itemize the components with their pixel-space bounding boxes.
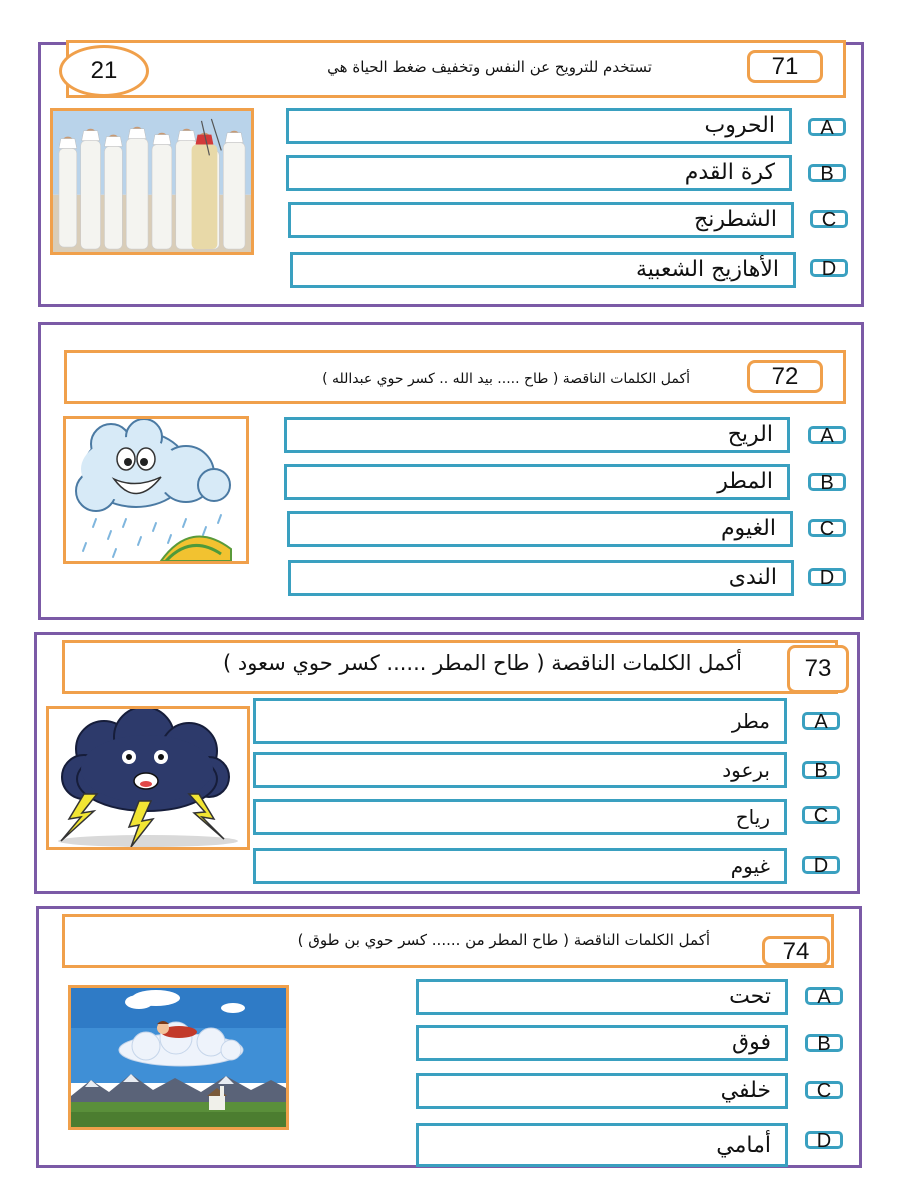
question-text-74: أكمل الكلمات الناقصة ( طاح المطر من ...... كسر حوي بن طوق ) [297,931,710,949]
option-letter-72-a[interactable]: A [808,426,846,444]
option-73-c[interactable]: رياح [253,799,787,835]
option-letter-71-b[interactable]: B [808,164,846,182]
question-number-74: 74 [762,936,830,966]
question-text-72: أكمل الكلمات الناقصة ( طاح ..... بيد الله .. كسر حوي عبدالله ) [322,371,690,387]
option-71-d[interactable]: الأهازيج الشعبية [290,252,796,288]
option-74-a[interactable]: تحت [416,979,788,1015]
option-74-c[interactable]: خلفي [416,1073,788,1109]
option-letter-73-b[interactable]: B [802,761,840,779]
option-letter-71-c[interactable]: C [810,210,848,228]
option-71-b[interactable]: كرة القدم [286,155,792,191]
child-on-cloud-illustration [71,988,286,1127]
option-letter-71-a[interactable]: A [808,118,846,136]
question-image-74 [68,985,289,1130]
option-72-a[interactable]: الريح [284,417,790,453]
option-letter-74-d[interactable]: D [805,1131,843,1149]
option-letter-73-c[interactable]: C [802,806,840,824]
option-letter-72-d[interactable]: D [808,568,846,586]
option-73-a[interactable]: مطر [253,698,787,744]
option-73-b[interactable]: برعود [253,752,787,788]
question-number-73: 73 [787,645,849,693]
option-72-c[interactable]: الغيوم [287,511,793,547]
question-number-71: 71 [747,50,823,83]
option-72-b[interactable]: المطر [284,464,790,500]
option-letter-72-b[interactable]: B [808,473,846,491]
question-image-72 [63,416,249,564]
question-image-73 [46,706,250,850]
question-number-72: 72 [747,360,823,393]
storm-cloud-illustration [49,709,247,847]
question-text-73: أكمل الكلمات الناقصة ( طاح المطر ...... كسر حوي سعود ) [222,651,742,675]
option-letter-74-a[interactable]: A [805,987,843,1005]
question-text-71: تستخدم للترويح عن النفس وتخفيف ضغط الحياة هي [327,58,652,76]
option-letter-73-a[interactable]: A [802,712,840,730]
option-letter-72-c[interactable]: C [808,519,846,537]
option-71-c[interactable]: الشطرنج [288,202,794,238]
option-71-a[interactable]: الحروب [286,108,792,144]
option-letter-74-b[interactable]: B [805,1034,843,1052]
question-image-71 [50,108,254,255]
option-72-d[interactable]: الندى [288,560,794,596]
option-letter-71-d[interactable]: D [810,259,848,277]
option-letter-74-c[interactable]: C [805,1081,843,1099]
rain-cloud-illustration [66,419,246,561]
option-74-d[interactable]: أمامي [416,1123,788,1167]
men-dance-illustration [53,111,251,252]
option-74-b[interactable]: فوق [416,1025,788,1061]
option-73-d[interactable]: غيوم [253,848,787,884]
option-letter-73-d[interactable]: D [802,856,840,874]
page-badge: 21 [59,45,149,97]
